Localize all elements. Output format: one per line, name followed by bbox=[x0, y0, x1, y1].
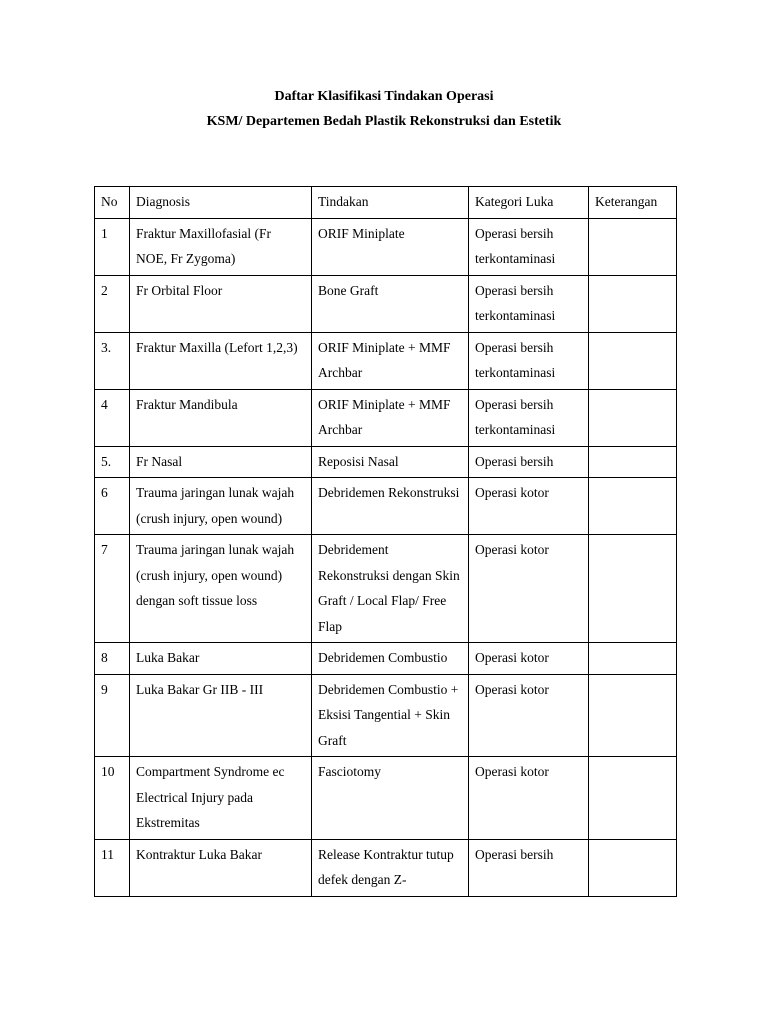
cell-kategori-luka: Operasi bersih terkontaminasi bbox=[469, 389, 589, 446]
header-keterangan: Keterangan bbox=[589, 187, 677, 219]
table-row bbox=[95, 275, 677, 332]
cell-kategori-luka: Operasi kotor bbox=[469, 643, 589, 675]
cell-tindakan: Debridemen Rekonstruksi bbox=[312, 478, 469, 535]
cell-kategori-luka: Operasi bersih terkontaminasi bbox=[469, 218, 589, 275]
cell-keterangan bbox=[589, 446, 677, 478]
document-subtitle: KSM/ Departemen Bedah Plastik Rekonstruksi dan Estetik bbox=[206, 114, 562, 129]
cell-keterangan bbox=[589, 218, 677, 275]
cell-no: 7 bbox=[95, 535, 130, 643]
cell-kategori-luka: Operasi kotor bbox=[469, 674, 589, 757]
cell-keterangan bbox=[589, 839, 677, 896]
cell-no: 11 bbox=[95, 839, 130, 896]
cell-tindakan: Reposisi Nasal bbox=[312, 446, 469, 478]
cell-diagnosis: Fr Orbital Floor bbox=[130, 275, 312, 332]
classification-table bbox=[94, 186, 677, 897]
cell-tindakan: Bone Graft bbox=[312, 275, 469, 332]
cell-kategori-luka: Operasi bersih bbox=[469, 446, 589, 478]
cell-kategori-luka: Operasi kotor bbox=[469, 535, 589, 643]
cell-no: 5. bbox=[95, 446, 130, 478]
cell-diagnosis: Luka Bakar Gr IIB - III bbox=[130, 674, 312, 757]
cell-diagnosis: Fraktur Maxillofasial (Fr NOE, Fr Zygoma) bbox=[130, 218, 312, 275]
cell-no: 9 bbox=[95, 674, 130, 757]
cell-keterangan bbox=[589, 643, 677, 675]
table-row bbox=[95, 839, 677, 896]
cell-keterangan bbox=[589, 275, 677, 332]
cell-tindakan: ORIF Miniplate + MMF Archbar bbox=[312, 332, 469, 389]
table-row bbox=[95, 332, 677, 389]
cell-no: 4 bbox=[95, 389, 130, 446]
header-kategori-luka: Kategori Luka bbox=[469, 187, 589, 219]
table-row bbox=[95, 535, 677, 643]
cell-tindakan: ORIF Miniplate + MMF Archbar bbox=[312, 389, 469, 446]
cell-tindakan: Fasciotomy bbox=[312, 757, 469, 840]
cell-keterangan bbox=[589, 535, 677, 643]
table-row bbox=[95, 643, 677, 675]
cell-tindakan: Debridemen Combustio bbox=[312, 643, 469, 675]
cell-diagnosis: Fr Nasal bbox=[130, 446, 312, 478]
cell-diagnosis: Trauma jaringan lunak wajah (crush injury, open wound) dengan soft tissue loss bbox=[130, 535, 312, 643]
cell-no: 2 bbox=[95, 275, 130, 332]
table-row bbox=[95, 478, 677, 535]
header-tindakan: Tindakan bbox=[312, 187, 469, 219]
cell-keterangan bbox=[589, 757, 677, 840]
cell-keterangan bbox=[589, 674, 677, 757]
cell-diagnosis: Fraktur Mandibula bbox=[130, 389, 312, 446]
cell-tindakan: Debridement Rekonstruksi dengan Skin Graft / Local Flap/ Free Flap bbox=[312, 535, 469, 643]
table-body bbox=[95, 218, 677, 896]
table-header-row bbox=[95, 187, 677, 219]
cell-diagnosis: Luka Bakar bbox=[130, 643, 312, 675]
document-title: Daftar Klasifikasi Tindakan Operasi bbox=[274, 89, 494, 104]
table-row bbox=[95, 389, 677, 446]
cell-kategori-luka: Operasi kotor bbox=[469, 478, 589, 535]
cell-tindakan: ORIF Miniplate bbox=[312, 218, 469, 275]
table-row bbox=[95, 446, 677, 478]
cell-diagnosis: Kontraktur Luka Bakar bbox=[130, 839, 312, 896]
cell-kategori-luka: Operasi bersih terkontaminasi bbox=[469, 275, 589, 332]
cell-keterangan bbox=[589, 478, 677, 535]
cell-tindakan: Release Kontraktur tutup defek dengan Z- bbox=[312, 839, 469, 896]
cell-no: 6 bbox=[95, 478, 130, 535]
cell-diagnosis: Trauma jaringan lunak wajah (crush injury, open wound) bbox=[130, 478, 312, 535]
cell-no: 8 bbox=[95, 643, 130, 675]
cell-no: 1 bbox=[95, 218, 130, 275]
cell-keterangan bbox=[589, 332, 677, 389]
cell-keterangan bbox=[589, 389, 677, 446]
cell-diagnosis: Fraktur Maxilla (Lefort 1,2,3) bbox=[130, 332, 312, 389]
cell-no: 10 bbox=[95, 757, 130, 840]
cell-no: 3. bbox=[95, 332, 130, 389]
header-diagnosis: Diagnosis bbox=[130, 187, 312, 219]
table-row bbox=[95, 757, 677, 840]
table-row bbox=[95, 218, 677, 275]
table-row bbox=[95, 674, 677, 757]
cell-kategori-luka: Operasi bersih terkontaminasi bbox=[469, 332, 589, 389]
cell-kategori-luka: Operasi bersih bbox=[469, 839, 589, 896]
cell-tindakan: Debridemen Combustio + Eksisi Tangential + Skin Graft bbox=[312, 674, 469, 757]
cell-diagnosis: Compartment Syndrome ec Electrical Injury pada Ekstremitas bbox=[130, 757, 312, 840]
cell-kategori-luka: Operasi kotor bbox=[469, 757, 589, 840]
header-no: No bbox=[95, 187, 130, 219]
